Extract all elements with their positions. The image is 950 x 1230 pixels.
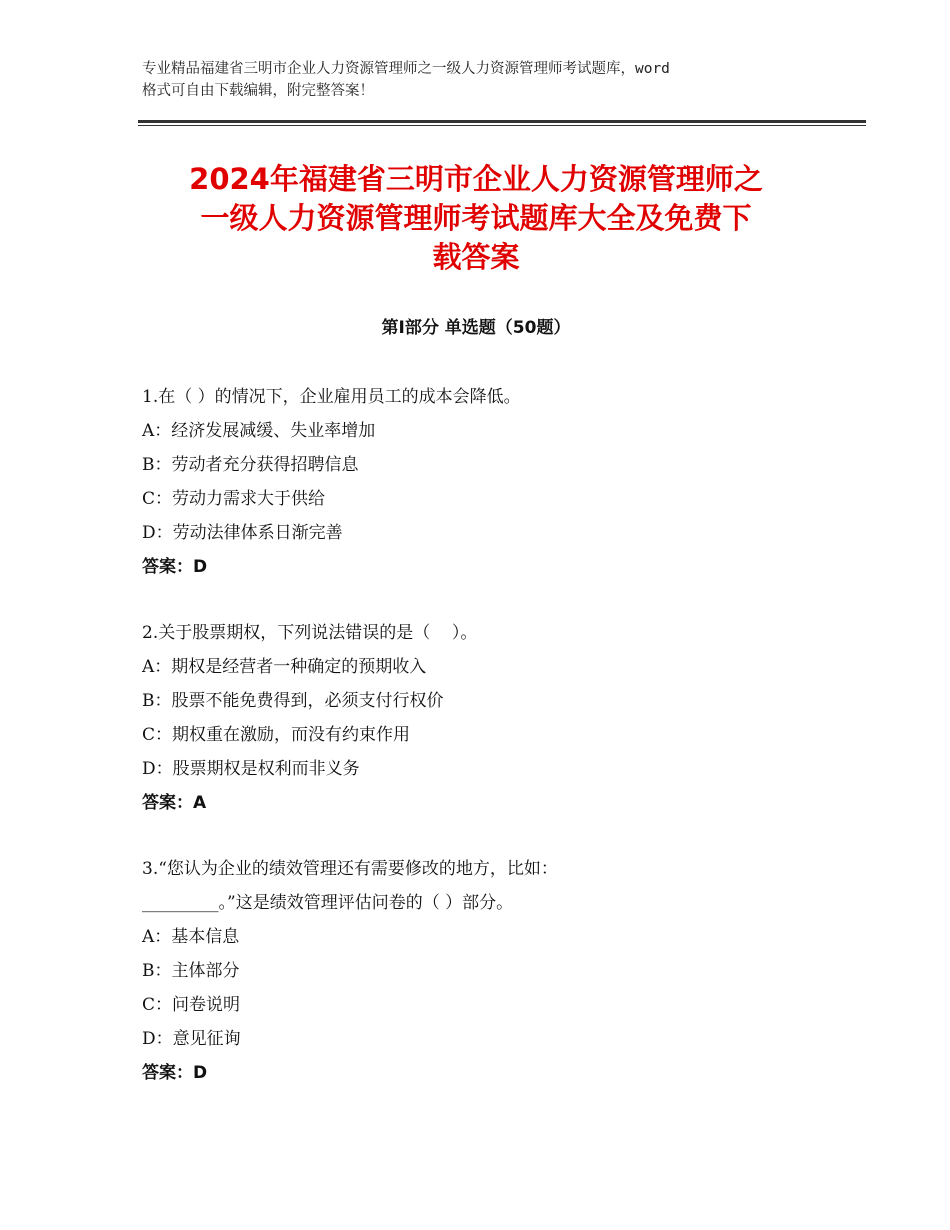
- option-d: D：劳动法律体系日渐完善: [142, 523, 343, 543]
- option-b: B：劳动者充分获得招聘信息: [142, 455, 359, 475]
- option-b: B：主体部分: [142, 961, 240, 981]
- header-rule-thick: [138, 120, 866, 123]
- question-stem: 1.在（ ）的情况下，企业雇用员工的成本会降低。: [142, 387, 521, 407]
- option-d: D：意见征询: [142, 1029, 241, 1049]
- document-title-line-2: 一级人力资源管理师考试题库大全及免费下: [200, 201, 752, 235]
- document-title: [138, 160, 814, 277]
- question-stem: 2.关于股票期权，下列说法错误的是（ ）。: [142, 623, 478, 643]
- header-note-line-1: 专业精品福建省三明市企业人力资源管理师之一级人力资源管理师考试题库，word: [142, 61, 670, 77]
- header-note-line-2: 格式可自由下载编辑，附完整答案！: [142, 83, 374, 99]
- document-title-line-1: 2024年福建省三明市企业人力资源管理师之: [189, 162, 763, 196]
- question-1: [142, 380, 842, 584]
- option-c: C：问卷说明: [142, 995, 241, 1015]
- section-title: 第Ⅰ部分 单选题（50题）: [381, 318, 571, 338]
- option-a: A：期权是经营者一种确定的预期收入: [142, 657, 427, 677]
- question-list: [142, 380, 842, 1122]
- question-stem-line-1: 3.“您认为企业的绩效管理还有需要修改的地方，比如：: [142, 859, 558, 879]
- question-3: [142, 852, 842, 1090]
- option-c: C：劳动力需求大于供给: [142, 489, 326, 509]
- option-c: C：期权重在激励，而没有约束作用: [142, 725, 411, 745]
- header-note: [142, 58, 822, 102]
- question-2: [142, 616, 842, 820]
- header-rule-thin: [138, 125, 866, 126]
- answer: 答案：D: [142, 557, 208, 577]
- answer: 答案：A: [142, 793, 207, 813]
- option-a: A：经济发展减缓、失业率增加: [142, 421, 376, 441]
- option-d: D：股票期权是权利而非义务: [142, 759, 360, 779]
- document-title-line-3: 载答案: [432, 240, 520, 274]
- answer: 答案：D: [142, 1063, 208, 1083]
- option-b: B：股票不能免费得到，必须支付行权价: [142, 691, 444, 711]
- question-stem-line-2: _________。”这是绩效管理评估问卷的（ ）部分。: [142, 893, 514, 913]
- option-a: A：基本信息: [142, 927, 240, 947]
